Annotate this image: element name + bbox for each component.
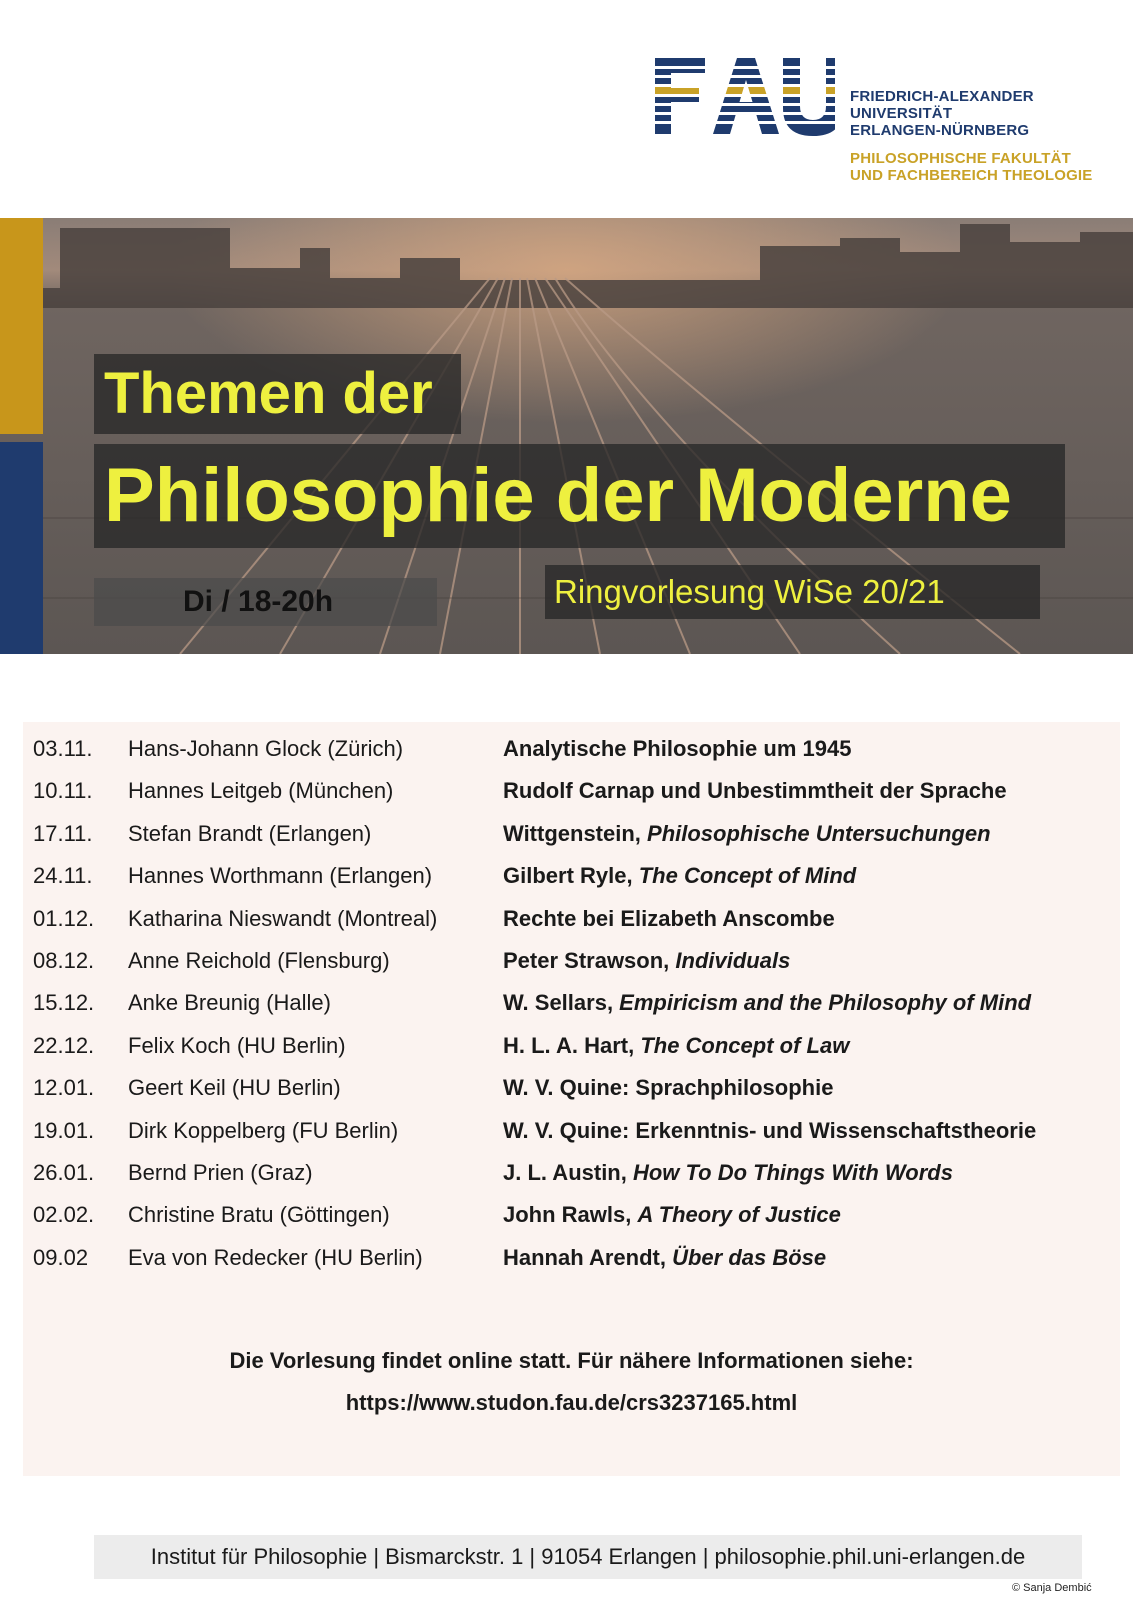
gold-accent-bar	[0, 218, 43, 434]
lecture-work-title: Empiricism and the Philosophy of Mind	[619, 990, 1032, 1016]
lecture-speaker: Anne Reichold (Flensburg)	[128, 948, 390, 973]
lecture-date: 02.02.	[33, 1202, 95, 1228]
photo-credit: © Sanja Dembić	[1012, 1582, 1092, 1594]
title-line2: Philosophie der Moderne	[104, 453, 1012, 538]
lecture-topic	[503, 1239, 826, 1277]
lecture-topic-text: Hannah Arendt,	[503, 1244, 673, 1270]
lecture-topic	[503, 815, 991, 853]
lecture-speaker: Christine Bratu (Göttingen)	[128, 1202, 390, 1228]
lecture-speaker: Stefan Brandt (Erlangen)	[128, 820, 372, 846]
lecture-topic	[503, 942, 790, 980]
lecture-date: 26.01.	[33, 1160, 95, 1185]
lecture-date: 22.12.	[33, 1032, 95, 1058]
schedule-row	[23, 1027, 1120, 1065]
lecture-topic	[503, 1112, 1036, 1150]
lecture-topic-text: Analytische Philosophie um 1945	[503, 736, 852, 761]
lecture-topic	[503, 772, 1007, 810]
lecture-topic-text: J. L. Austin,	[503, 1160, 633, 1185]
schedule-panel	[23, 722, 1120, 1476]
lecture-speaker: Dirk Koppelberg (FU Berlin)	[128, 1117, 399, 1143]
lecture-speaker: Hannes Worthmann (Erlangen)	[128, 863, 433, 889]
schedule-row	[23, 984, 1120, 1022]
lecture-topic	[503, 1196, 841, 1234]
university-name-line: UNIVERSITÄT	[850, 105, 953, 122]
online-notice: Die Vorlesung findet online statt. Für nähere Informationen siehe:	[229, 1348, 914, 1373]
lecture-topic-text: Rudolf Carnap und Unbestimmtheit der Sprache	[503, 778, 1007, 804]
lecture-speaker: Eva von Redecker (HU Berlin)	[128, 1244, 423, 1270]
fau-logo-mark	[655, 58, 835, 138]
lecture-work-title: Philosophische Untersuchungen	[647, 820, 991, 846]
faculty-name-line: PHILOSOPHISCHE FAKULTÄT	[850, 150, 1071, 167]
lecture-topic-text: Gilbert Ryle,	[503, 863, 639, 889]
lecture-topic	[503, 857, 856, 895]
lecture-speaker: Hans-Johann Glock (Zürich)	[128, 736, 404, 761]
lecture-topic	[503, 1154, 953, 1192]
lecture-topic-text: Peter Strawson,	[503, 948, 676, 973]
schedule-row	[23, 1069, 1120, 1107]
schedule-row	[23, 1154, 1120, 1192]
schedule-row	[23, 1196, 1120, 1234]
university-name-line: FRIEDRICH-ALEXANDER	[850, 88, 1034, 105]
schedule-row	[23, 772, 1120, 810]
schedule-row	[23, 1239, 1120, 1277]
university-name-line: ERLANGEN-NÜRNBERG	[850, 122, 1030, 139]
faculty-name-line: UND FACHBEREICH THEOLOGIE	[850, 167, 1093, 184]
lecture-date: 17.11.	[33, 820, 93, 846]
lecture-date: 03.11.	[33, 736, 93, 761]
lecture-work-title: Individuals	[675, 948, 791, 973]
lecture-topic	[503, 984, 1031, 1022]
schedule-row	[23, 730, 1120, 768]
lecture-time: Di / 18-20h	[183, 585, 334, 618]
lecture-work-title: How To Do Things With Words	[632, 1160, 953, 1185]
schedule-row	[23, 1112, 1120, 1150]
lecture-speaker: Anke Breunig (Halle)	[128, 990, 331, 1016]
hero-banner	[0, 218, 1133, 654]
lecture-topic-text: John Rawls,	[503, 1202, 638, 1228]
blue-accent-bar	[0, 442, 43, 654]
course-link[interactable]: https://www.studon.fau.de/crs3237165.html	[345, 1390, 798, 1415]
lecture-topic-text: H. L. A. Hart,	[503, 1032, 641, 1058]
lecture-topic	[503, 730, 851, 768]
series-label: Ringvorlesung WiSe 20/21	[554, 573, 945, 610]
lecture-date: 01.12.	[33, 905, 95, 931]
lecture-work-title: The Concept of Mind	[638, 863, 857, 889]
lecture-work-title: The Concept of Law	[640, 1032, 850, 1058]
lecture-date: 15.12.	[33, 990, 95, 1016]
lecture-date: 08.12.	[33, 948, 95, 973]
lecture-date: 10.11.	[33, 778, 93, 804]
lecture-topic-text: W. Sellars,	[503, 990, 620, 1016]
lecture-topic-text: W. V. Quine: Sprachphilosophie	[503, 1075, 834, 1101]
lecture-date: 24.11.	[33, 863, 93, 889]
lecture-topic	[503, 1069, 833, 1107]
lecture-date: 09.02	[33, 1244, 89, 1270]
schedule-row	[23, 942, 1120, 980]
institute-footer: Institut für Philosophie | Bismarckstr. 1 | 91054 Erlangen | philosophie.phil.uni-erlangen.de	[94, 1535, 1082, 1579]
lecture-topic-text: W. V. Quine: Erkenntnis- und Wissenschaftstheorie	[503, 1117, 1037, 1143]
lecture-date: 12.01.	[33, 1075, 95, 1101]
schedule-row	[23, 900, 1120, 938]
title-line1: Themen der	[104, 361, 433, 426]
lecture-speaker: Felix Koch (HU Berlin)	[128, 1032, 346, 1058]
lecture-topic	[503, 900, 835, 938]
schedule-row	[23, 857, 1120, 895]
lecture-speaker: Geert Keil (HU Berlin)	[128, 1075, 341, 1101]
schedule-row	[23, 815, 1120, 853]
lecture-topic-text: Wittgenstein,	[503, 820, 648, 846]
lecture-topic	[503, 1027, 849, 1065]
lecture-speaker: Bernd Prien (Graz)	[128, 1160, 313, 1185]
lecture-speaker: Hannes Leitgeb (München)	[128, 778, 394, 804]
lecture-speaker: Katharina Nieswandt (Montreal)	[128, 905, 438, 931]
lecture-work-title: A Theory of Justice	[637, 1202, 841, 1228]
lecture-topic-text: Rechte bei Elizabeth Anscombe	[503, 905, 835, 931]
fau-logo	[655, 58, 1115, 198]
lecture-work-title: Über das Böse	[672, 1244, 827, 1270]
lecture-date: 19.01.	[33, 1117, 95, 1143]
